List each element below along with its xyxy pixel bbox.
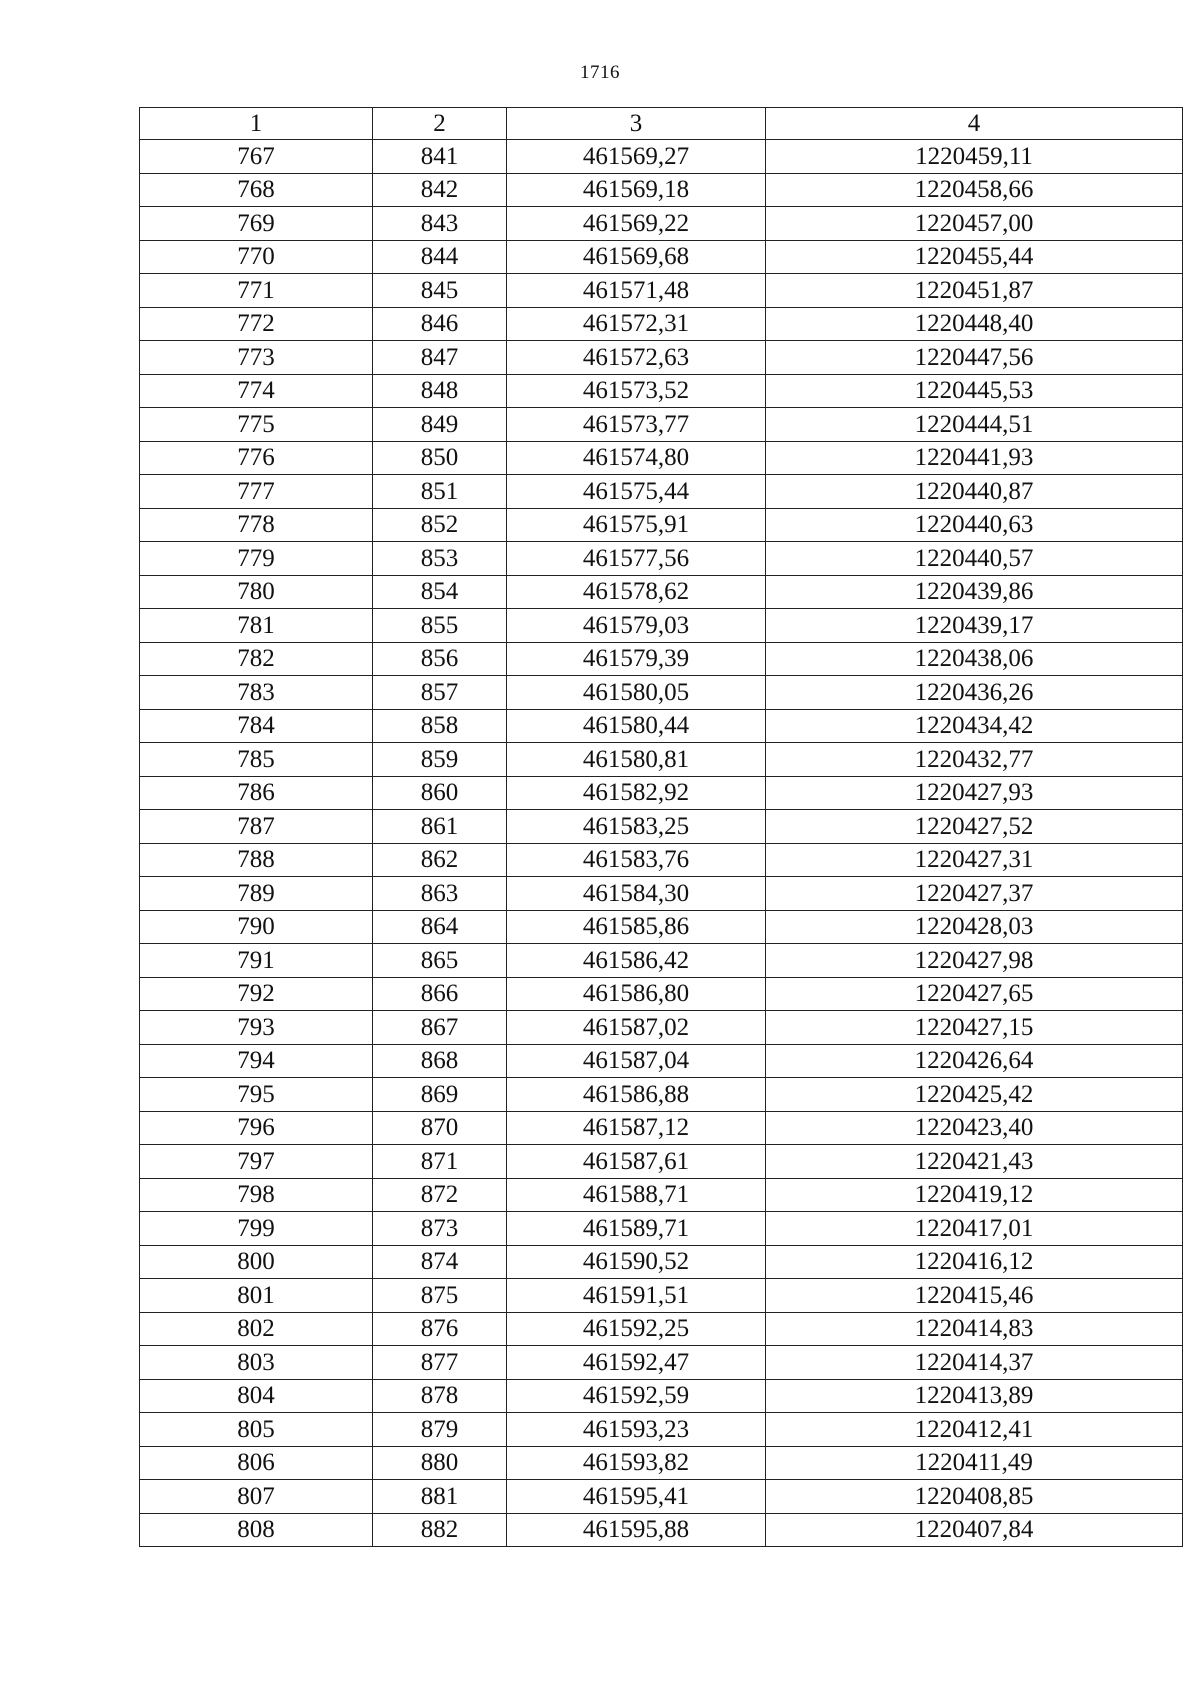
table-cell-col-1: 783 bbox=[140, 676, 373, 710]
table-cell-col-1: 793 bbox=[140, 1011, 373, 1045]
table-cell-col-1: 795 bbox=[140, 1078, 373, 1112]
table-cell-col-4: 1220417,01 bbox=[766, 1212, 1183, 1246]
table-cell-col-3: 461591,51 bbox=[507, 1279, 766, 1313]
table-cell-col-1: 804 bbox=[140, 1379, 373, 1413]
table-cell-col-4: 1220427,31 bbox=[766, 843, 1183, 877]
table-cell-col-4: 1220427,65 bbox=[766, 977, 1183, 1011]
table-cell-col-2: 860 bbox=[373, 776, 507, 810]
table-row bbox=[140, 1379, 1183, 1413]
table-cell-col-1: 777 bbox=[140, 475, 373, 509]
table-cell-col-2: 869 bbox=[373, 1078, 507, 1112]
table-row bbox=[140, 1078, 1183, 1112]
table-cell-col-4: 1220407,84 bbox=[766, 1513, 1183, 1547]
table-row bbox=[140, 743, 1183, 777]
table-cell-col-1: 806 bbox=[140, 1446, 373, 1480]
table-cell-col-2: 863 bbox=[373, 877, 507, 911]
table-cell-col-4: 1220421,43 bbox=[766, 1145, 1183, 1179]
table-cell-col-2: 859 bbox=[373, 743, 507, 777]
table-cell-col-4: 1220411,49 bbox=[766, 1446, 1183, 1480]
table-cell-col-1: 775 bbox=[140, 408, 373, 442]
table-cell-col-3: 461580,05 bbox=[507, 676, 766, 710]
table-cell-col-4: 1220423,40 bbox=[766, 1111, 1183, 1145]
table-body bbox=[140, 140, 1183, 1547]
table-cell-col-4: 1220425,42 bbox=[766, 1078, 1183, 1112]
table-cell-col-4: 1220448,40 bbox=[766, 307, 1183, 341]
table-row bbox=[140, 173, 1183, 207]
table-row bbox=[140, 1044, 1183, 1078]
table-cell-col-1: 789 bbox=[140, 877, 373, 911]
table-cell-col-4: 1220445,53 bbox=[766, 374, 1183, 408]
table-cell-col-2: 853 bbox=[373, 542, 507, 576]
table-cell-col-4: 1220434,42 bbox=[766, 709, 1183, 743]
table-cell-col-3: 461593,82 bbox=[507, 1446, 766, 1480]
table-cell-col-4: 1220439,17 bbox=[766, 609, 1183, 643]
table-cell-col-2: 877 bbox=[373, 1346, 507, 1380]
table-cell-col-2: 878 bbox=[373, 1379, 507, 1413]
table-row bbox=[140, 1413, 1183, 1447]
table-cell-col-1: 769 bbox=[140, 207, 373, 241]
table-cell-col-1: 778 bbox=[140, 508, 373, 542]
table-cell-col-3: 461586,42 bbox=[507, 944, 766, 978]
coordinates-table bbox=[139, 107, 1183, 1547]
table-cell-col-1: 799 bbox=[140, 1212, 373, 1246]
table-cell-col-2: 876 bbox=[373, 1312, 507, 1346]
table-cell-col-4: 1220427,98 bbox=[766, 944, 1183, 978]
table-row bbox=[140, 575, 1183, 609]
table-row bbox=[140, 1312, 1183, 1346]
table-cell-col-2: 852 bbox=[373, 508, 507, 542]
table-cell-col-3: 461569,22 bbox=[507, 207, 766, 241]
table-cell-col-3: 461587,61 bbox=[507, 1145, 766, 1179]
table-cell-col-2: 874 bbox=[373, 1245, 507, 1279]
table-cell-col-1: 801 bbox=[140, 1279, 373, 1313]
table-cell-col-1: 797 bbox=[140, 1145, 373, 1179]
table-cell-col-3: 461569,18 bbox=[507, 173, 766, 207]
table-cell-col-2: 843 bbox=[373, 207, 507, 241]
table-row bbox=[140, 709, 1183, 743]
table-row bbox=[140, 977, 1183, 1011]
table-cell-col-2: 854 bbox=[373, 575, 507, 609]
table-cell-col-3: 461580,81 bbox=[507, 743, 766, 777]
table-row bbox=[140, 207, 1183, 241]
table-cell-col-2: 871 bbox=[373, 1145, 507, 1179]
table-cell-col-2: 842 bbox=[373, 173, 507, 207]
table-cell-col-4: 1220459,11 bbox=[766, 140, 1183, 174]
table-cell-col-1: 800 bbox=[140, 1245, 373, 1279]
table-cell-col-2: 856 bbox=[373, 642, 507, 676]
table-cell-col-1: 788 bbox=[140, 843, 373, 877]
table-cell-col-2: 861 bbox=[373, 810, 507, 844]
table-cell-col-4: 1220441,93 bbox=[766, 441, 1183, 475]
table-cell-col-1: 794 bbox=[140, 1044, 373, 1078]
table-cell-col-3: 461589,71 bbox=[507, 1212, 766, 1246]
table-cell-col-4: 1220415,46 bbox=[766, 1279, 1183, 1313]
table-cell-col-3: 461592,25 bbox=[507, 1312, 766, 1346]
table-row bbox=[140, 843, 1183, 877]
table-cell-col-4: 1220427,93 bbox=[766, 776, 1183, 810]
table-row bbox=[140, 274, 1183, 308]
table-cell-col-1: 787 bbox=[140, 810, 373, 844]
table-cell-col-1: 784 bbox=[140, 709, 373, 743]
table-row bbox=[140, 542, 1183, 576]
table-cell-col-1: 782 bbox=[140, 642, 373, 676]
table-cell-col-3: 461583,76 bbox=[507, 843, 766, 877]
table-cell-col-2: 851 bbox=[373, 475, 507, 509]
table-row bbox=[140, 1011, 1183, 1045]
table-cell-col-1: 798 bbox=[140, 1178, 373, 1212]
table-cell-col-2: 844 bbox=[373, 240, 507, 274]
table-cell-col-2: 867 bbox=[373, 1011, 507, 1045]
table-cell-col-1: 790 bbox=[140, 910, 373, 944]
table-cell-col-2: 872 bbox=[373, 1178, 507, 1212]
table-cell-col-1: 768 bbox=[140, 173, 373, 207]
table-cell-col-2: 849 bbox=[373, 408, 507, 442]
table-cell-col-4: 1220440,87 bbox=[766, 475, 1183, 509]
table-cell-col-4: 1220458,66 bbox=[766, 173, 1183, 207]
table-cell-col-4: 1220412,41 bbox=[766, 1413, 1183, 1447]
table-cell-col-1: 792 bbox=[140, 977, 373, 1011]
table-cell-col-3: 461595,88 bbox=[507, 1513, 766, 1547]
table-cell-col-1: 786 bbox=[140, 776, 373, 810]
table-row bbox=[140, 374, 1183, 408]
table-cell-col-3: 461577,56 bbox=[507, 542, 766, 576]
table-row bbox=[140, 1480, 1183, 1514]
table-cell-col-4: 1220427,52 bbox=[766, 810, 1183, 844]
table-cell-col-1: 796 bbox=[140, 1111, 373, 1145]
table-cell-col-3: 461569,27 bbox=[507, 140, 766, 174]
table-cell-col-1: 802 bbox=[140, 1312, 373, 1346]
table-cell-col-3: 461579,39 bbox=[507, 642, 766, 676]
column-header-4: 4 bbox=[766, 108, 1183, 140]
column-header-1: 1 bbox=[140, 108, 373, 140]
table-cell-col-4: 1220414,37 bbox=[766, 1346, 1183, 1380]
table-cell-col-3: 461582,92 bbox=[507, 776, 766, 810]
table-cell-col-1: 776 bbox=[140, 441, 373, 475]
table-cell-col-2: 875 bbox=[373, 1279, 507, 1313]
table-cell-col-4: 1220414,83 bbox=[766, 1312, 1183, 1346]
table-cell-col-4: 1220444,51 bbox=[766, 408, 1183, 442]
table-cell-col-1: 808 bbox=[140, 1513, 373, 1547]
table-cell-col-2: 866 bbox=[373, 977, 507, 1011]
table-row bbox=[140, 642, 1183, 676]
table-row bbox=[140, 1446, 1183, 1480]
table-cell-col-1: 791 bbox=[140, 944, 373, 978]
table-row bbox=[140, 1245, 1183, 1279]
table-cell-col-2: 868 bbox=[373, 1044, 507, 1078]
table-cell-col-1: 803 bbox=[140, 1346, 373, 1380]
table-row bbox=[140, 1346, 1183, 1380]
table-cell-col-3: 461578,62 bbox=[507, 575, 766, 609]
table-row bbox=[140, 910, 1183, 944]
table-cell-col-1: 785 bbox=[140, 743, 373, 777]
table-cell-col-4: 1220440,57 bbox=[766, 542, 1183, 576]
table-row bbox=[140, 240, 1183, 274]
table-cell-col-1: 780 bbox=[140, 575, 373, 609]
table-cell-col-2: 865 bbox=[373, 944, 507, 978]
table-cell-col-2: 847 bbox=[373, 341, 507, 375]
table-cell-col-2: 864 bbox=[373, 910, 507, 944]
table-cell-col-2: 879 bbox=[373, 1413, 507, 1447]
table-cell-col-1: 805 bbox=[140, 1413, 373, 1447]
table-cell-col-2: 850 bbox=[373, 441, 507, 475]
table-cell-col-3: 461572,63 bbox=[507, 341, 766, 375]
table-cell-col-4: 1220426,64 bbox=[766, 1044, 1183, 1078]
table-cell-col-1: 771 bbox=[140, 274, 373, 308]
table-cell-col-1: 770 bbox=[140, 240, 373, 274]
table-cell-col-3: 461587,04 bbox=[507, 1044, 766, 1078]
table-cell-col-1: 781 bbox=[140, 609, 373, 643]
table-row bbox=[140, 475, 1183, 509]
table-cell-col-4: 1220416,12 bbox=[766, 1245, 1183, 1279]
table-cell-col-3: 461590,52 bbox=[507, 1245, 766, 1279]
column-header-2: 2 bbox=[373, 108, 507, 140]
page-number: 1716 bbox=[580, 62, 620, 83]
table-cell-col-2: 862 bbox=[373, 843, 507, 877]
table-cell-col-1: 807 bbox=[140, 1480, 373, 1514]
table-cell-col-3: 461586,80 bbox=[507, 977, 766, 1011]
table-cell-col-3: 461584,30 bbox=[507, 877, 766, 911]
table-cell-col-3: 461580,44 bbox=[507, 709, 766, 743]
table-cell-col-1: 767 bbox=[140, 140, 373, 174]
table-cell-col-3: 461574,80 bbox=[507, 441, 766, 475]
table-cell-col-1: 772 bbox=[140, 307, 373, 341]
table-cell-col-3: 461573,52 bbox=[507, 374, 766, 408]
table-cell-col-3: 461579,03 bbox=[507, 609, 766, 643]
table-cell-col-3: 461595,41 bbox=[507, 1480, 766, 1514]
table-row bbox=[140, 944, 1183, 978]
table-cell-col-3: 461588,71 bbox=[507, 1178, 766, 1212]
table-cell-col-3: 461572,31 bbox=[507, 307, 766, 341]
table-row bbox=[140, 307, 1183, 341]
table-cell-col-3: 461593,23 bbox=[507, 1413, 766, 1447]
table-cell-col-1: 773 bbox=[140, 341, 373, 375]
table-cell-col-4: 1220457,00 bbox=[766, 207, 1183, 241]
table-cell-col-4: 1220419,12 bbox=[766, 1178, 1183, 1212]
table-cell-col-4: 1220427,15 bbox=[766, 1011, 1183, 1045]
table-cell-col-2: 857 bbox=[373, 676, 507, 710]
table-header bbox=[140, 108, 1183, 140]
table-cell-col-2: 855 bbox=[373, 609, 507, 643]
table-row bbox=[140, 408, 1183, 442]
table-cell-col-3: 461583,25 bbox=[507, 810, 766, 844]
table-cell-col-4: 1220438,06 bbox=[766, 642, 1183, 676]
table-cell-col-4: 1220439,86 bbox=[766, 575, 1183, 609]
table-row bbox=[140, 877, 1183, 911]
table-cell-col-2: 845 bbox=[373, 274, 507, 308]
table-cell-col-2: 880 bbox=[373, 1446, 507, 1480]
table-cell-col-3: 461573,77 bbox=[507, 408, 766, 442]
table-cell-col-4: 1220436,26 bbox=[766, 676, 1183, 710]
table-cell-col-3: 461575,91 bbox=[507, 508, 766, 542]
column-header-3: 3 bbox=[507, 108, 766, 140]
table-cell-col-3: 461571,48 bbox=[507, 274, 766, 308]
table-row bbox=[140, 776, 1183, 810]
table-row bbox=[140, 1145, 1183, 1179]
table-cell-col-4: 1220432,77 bbox=[766, 743, 1183, 777]
table-cell-col-4: 1220413,89 bbox=[766, 1379, 1183, 1413]
table-cell-col-2: 841 bbox=[373, 140, 507, 174]
table-cell-col-4: 1220455,44 bbox=[766, 240, 1183, 274]
header-row bbox=[140, 108, 1183, 140]
table-cell-col-2: 870 bbox=[373, 1111, 507, 1145]
table-row bbox=[140, 609, 1183, 643]
table-cell-col-3: 461592,59 bbox=[507, 1379, 766, 1413]
table-cell-col-2: 881 bbox=[373, 1480, 507, 1514]
table-cell-col-4: 1220427,37 bbox=[766, 877, 1183, 911]
table-cell-col-2: 848 bbox=[373, 374, 507, 408]
table-row bbox=[140, 1513, 1183, 1547]
table-cell-col-4: 1220408,85 bbox=[766, 1480, 1183, 1514]
table-cell-col-1: 774 bbox=[140, 374, 373, 408]
table-row bbox=[140, 1178, 1183, 1212]
table-cell-col-3: 461585,86 bbox=[507, 910, 766, 944]
table-cell-col-4: 1220447,56 bbox=[766, 341, 1183, 375]
table-row bbox=[140, 1279, 1183, 1313]
table-cell-col-3: 461575,44 bbox=[507, 475, 766, 509]
table-cell-col-2: 858 bbox=[373, 709, 507, 743]
table-cell-col-3: 461587,12 bbox=[507, 1111, 766, 1145]
table-row bbox=[140, 676, 1183, 710]
table-cell-col-3: 461587,02 bbox=[507, 1011, 766, 1045]
table-row bbox=[140, 508, 1183, 542]
table-cell-col-4: 1220451,87 bbox=[766, 274, 1183, 308]
table-cell-col-2: 882 bbox=[373, 1513, 507, 1547]
table-row bbox=[140, 140, 1183, 174]
table-row bbox=[140, 810, 1183, 844]
table-row bbox=[140, 1212, 1183, 1246]
table-cell-col-4: 1220428,03 bbox=[766, 910, 1183, 944]
table-row bbox=[140, 1111, 1183, 1145]
table-row bbox=[140, 341, 1183, 375]
table-cell-col-1: 779 bbox=[140, 542, 373, 576]
table-cell-col-3: 461569,68 bbox=[507, 240, 766, 274]
table-cell-col-3: 461592,47 bbox=[507, 1346, 766, 1380]
table-cell-col-4: 1220440,63 bbox=[766, 508, 1183, 542]
table-row bbox=[140, 441, 1183, 475]
table-cell-col-3: 461586,88 bbox=[507, 1078, 766, 1112]
table-cell-col-2: 846 bbox=[373, 307, 507, 341]
table-cell-col-2: 873 bbox=[373, 1212, 507, 1246]
